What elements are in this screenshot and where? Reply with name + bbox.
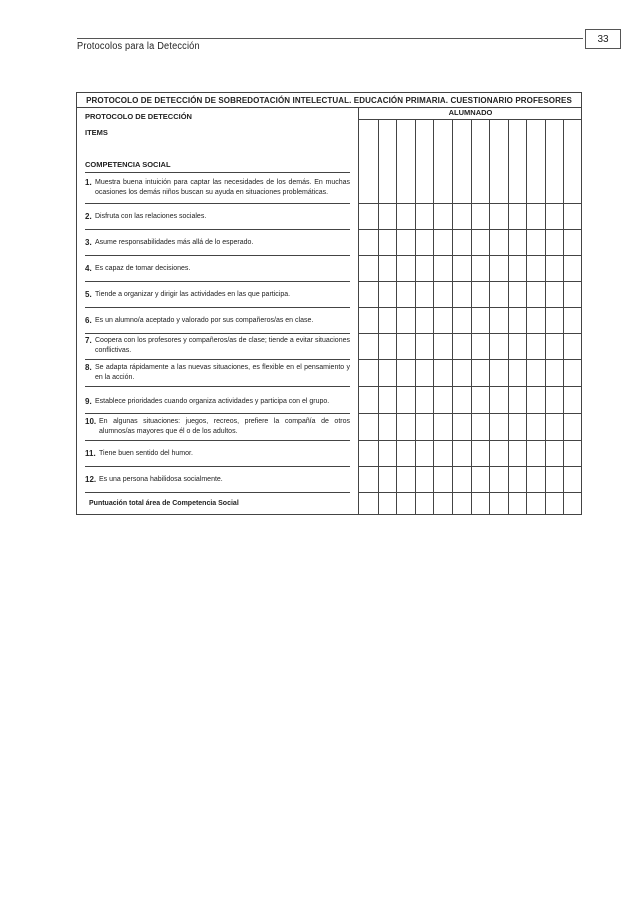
item-number: 12. bbox=[85, 475, 97, 484]
grid-column-line bbox=[563, 119, 564, 514]
grid-row-line bbox=[359, 413, 582, 414]
section-rule bbox=[85, 172, 350, 173]
grid-column-line bbox=[396, 119, 397, 514]
item-rule bbox=[85, 492, 350, 493]
item-rule bbox=[85, 203, 350, 204]
grid-row-line bbox=[359, 333, 582, 334]
form-title: PROTOCOLO DE DETECCIÓN DE SOBREDOTACIÓN INTELECTUAL. EDUCACIÓN PRIMARIA. CUESTIONARIO PROFESORES bbox=[77, 93, 581, 108]
protocol-label: PROTOCOLO DE DETECCIÓN bbox=[85, 112, 192, 121]
item-1 bbox=[85, 178, 350, 200]
item-number: 7. bbox=[85, 336, 92, 345]
grid-row-line bbox=[359, 386, 582, 387]
grid-column-line bbox=[545, 119, 546, 514]
item-rule bbox=[85, 255, 350, 256]
item-number: 9. bbox=[85, 397, 92, 406]
item-rule bbox=[85, 307, 350, 308]
item-number: 1. bbox=[85, 178, 92, 187]
item-rule bbox=[85, 466, 350, 467]
item-text: Es un alumno/a aceptado y valorado por sus compañeros/as en clase. bbox=[95, 317, 314, 324]
grid-column-line bbox=[489, 119, 490, 514]
item-rule bbox=[85, 359, 350, 360]
grid-row-line bbox=[359, 281, 582, 282]
item-text: Establece prioridades cuando organiza actividades y participa con el grupo. bbox=[95, 398, 330, 405]
item-rule bbox=[85, 386, 350, 387]
grid-row-line bbox=[359, 203, 582, 204]
item-number: 4. bbox=[85, 264, 92, 273]
item-number: 11. bbox=[85, 449, 96, 458]
item-text: Muestra buena intuición para captar las necesidades de los demás. En muchas ocasiones los demás niños buscan su ayuda en situaciones problemáticas. bbox=[95, 179, 350, 196]
grid-row-line bbox=[359, 466, 582, 467]
grid-row-line bbox=[359, 440, 582, 441]
grid-row-line bbox=[359, 255, 582, 256]
item-number: 2. bbox=[85, 212, 92, 221]
grid-column-line bbox=[471, 119, 472, 514]
item-text: En algunas situaciones: juegos, recreos, prefiere la compañía de otros alumnos/as mayores que él o de los adultos. bbox=[99, 418, 350, 435]
item-text: Coopera con los profesores y compañeros/as de clase; tiende a evitar situaciones conflictivas. bbox=[95, 337, 350, 354]
item-text: Asume responsabilidades más allá de lo esperado. bbox=[95, 239, 254, 246]
grid-column-line bbox=[415, 119, 416, 514]
item-rule bbox=[85, 229, 350, 230]
item-number: 6. bbox=[85, 316, 92, 325]
questionnaire-form bbox=[76, 92, 582, 515]
item-number: 10. bbox=[85, 417, 97, 426]
item-number: 8. bbox=[85, 363, 92, 372]
grid-column-line bbox=[433, 119, 434, 514]
page-number: 33 bbox=[585, 29, 621, 49]
item-rule bbox=[85, 281, 350, 282]
item-text: Es una persona habilidosa socialmente. bbox=[99, 476, 223, 483]
total-score-label: Puntuación total área de Competencia Social bbox=[89, 500, 239, 507]
running-header: Protocolos para la Detección bbox=[77, 41, 200, 52]
grid-row-line bbox=[359, 307, 582, 308]
item-number: 3. bbox=[85, 238, 92, 247]
grid-row-line bbox=[359, 229, 582, 230]
item-number: 5. bbox=[85, 290, 92, 299]
section-label: COMPETENCIA SOCIAL bbox=[85, 160, 171, 169]
grid-row-line bbox=[359, 492, 582, 493]
students-label: ALUMNADO bbox=[359, 107, 582, 120]
item-rule bbox=[85, 413, 350, 414]
items-label: ITEMS bbox=[85, 128, 108, 137]
items-column bbox=[77, 107, 358, 514]
item-text: Tiende a organizar y dirigir las actividades en las que participa. bbox=[95, 291, 291, 298]
grid-column-line bbox=[508, 119, 509, 514]
item-text: Es capaz de tomar decisiones. bbox=[95, 265, 191, 272]
item-text: Se adapta rápidamente a las nuevas situaciones, es flexible en el pensamiento y en la acción. bbox=[95, 364, 350, 381]
header-rule bbox=[77, 38, 583, 39]
item-text: Tiene buen sentido del humor. bbox=[99, 450, 193, 457]
grid-column-line bbox=[378, 119, 379, 514]
students-grid bbox=[359, 119, 582, 514]
grid-row-line bbox=[359, 359, 582, 360]
grid-column-line bbox=[452, 119, 453, 514]
item-rule bbox=[85, 440, 350, 441]
grid-column-line bbox=[526, 119, 527, 514]
item-text: Disfruta con las relaciones sociales. bbox=[95, 213, 207, 220]
students-grid-area bbox=[358, 107, 582, 514]
item-rule bbox=[85, 333, 350, 334]
